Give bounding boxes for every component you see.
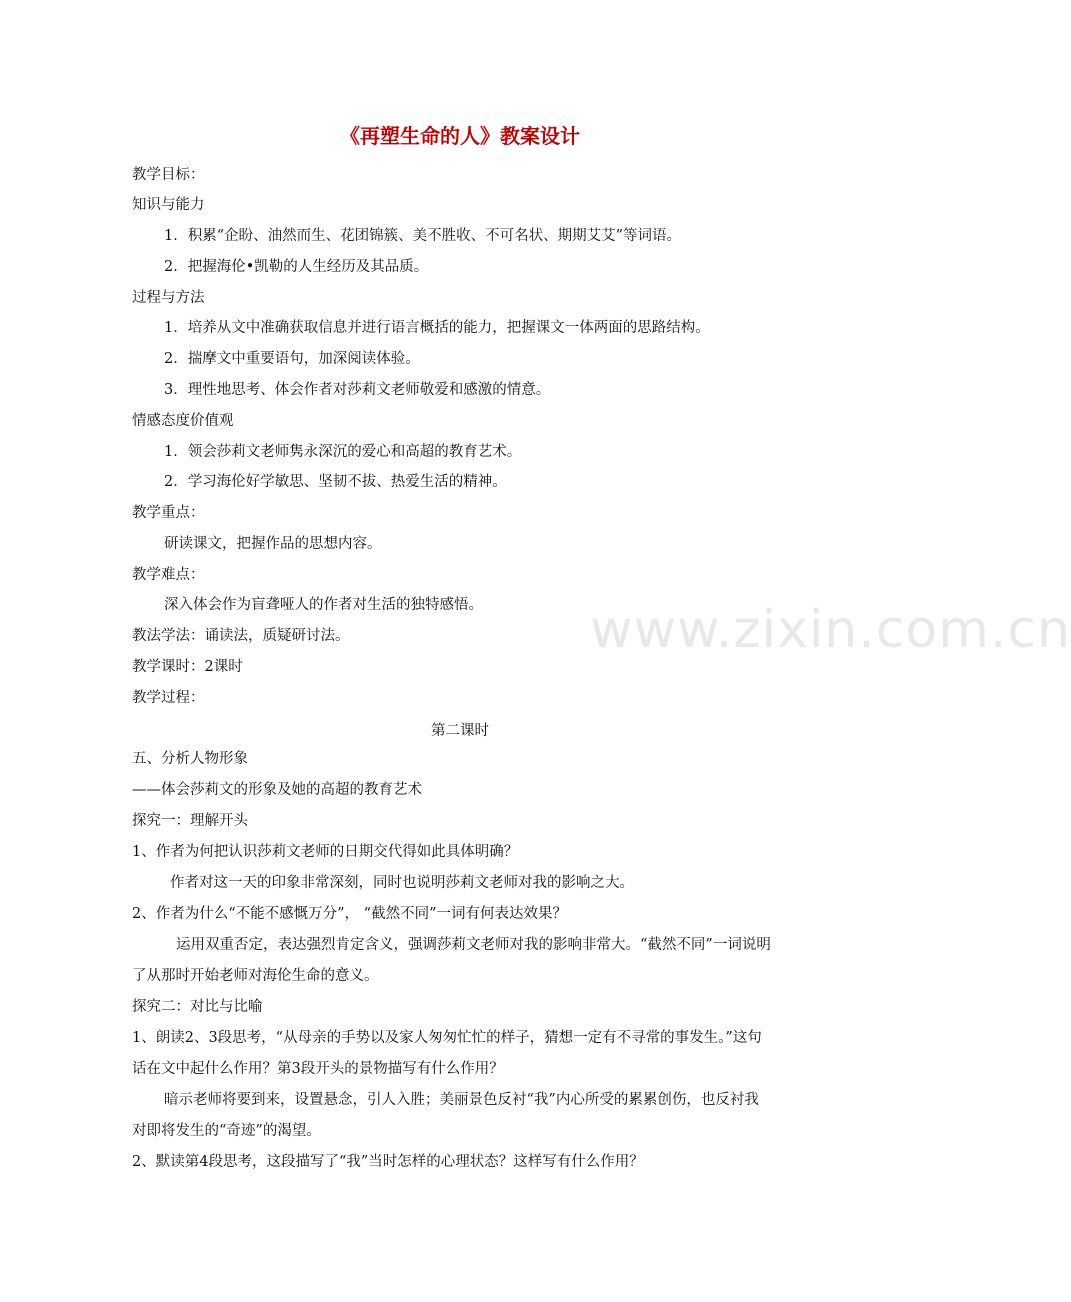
answer-continued: 了从那时开始老师对海伦生命的意义。	[132, 968, 379, 984]
section-heading: 教法学法：诵读法，质疑研讨法。	[132, 628, 350, 644]
list-item: 1．积累“企盼、油然而生、花团锦簇、美不胜收、不可名状、期期艾艾”等词语。	[164, 228, 682, 244]
subsection-heading: 知识与能力	[132, 197, 205, 213]
question: 1、作者为何把认识莎莉文老师的日期交代得如此具体明确？	[132, 844, 519, 860]
list-item: 1．培养从文中准确获取信息并进行语言概括的能力，把握课文一体两面的思路结构。	[164, 320, 710, 336]
answer-continued: 对即将发生的“奇迹”的渴望。	[132, 1123, 321, 1139]
question: 2、作者为什么“不能不感慨万分”， “截然不同”一词有何表达效果？	[132, 906, 567, 922]
subsection-heading: 探究二：对比与比喻	[132, 999, 263, 1015]
lesson-heading: 第二课时	[431, 723, 489, 739]
section-heading: 教学难点：	[132, 567, 205, 583]
list-item: 1．领会莎莉文老师隽永深沉的爱心和高超的教育艺术。	[164, 444, 522, 460]
answer: 作者对这一天的印象非常深刻，同时也说明莎莉文老师对我的影响之大。	[170, 875, 634, 891]
paragraph: 研读课文，把握作品的思想内容。	[164, 536, 382, 552]
section-heading: 教学课时：2课时	[132, 659, 243, 675]
question: 2、默读第4段思考，这段描写了“我”当时怎样的心理状态？这样写有什么作用？	[132, 1154, 644, 1170]
watermark: www.zixin.com.cn	[590, 600, 1071, 660]
list-item: 2．学习海伦好学敏思、坚韧不拔、热爱生活的精神。	[164, 474, 507, 490]
paragraph: 深入体会作为盲聋哑人的作者对生活的独特感悟。	[164, 597, 483, 613]
subsection-heading: 过程与方法	[132, 290, 205, 306]
answer: 暗示老师将要到来，设置悬念，引人入胜；美丽景色反衬“我”内心所受的累累创伤，也反衬我	[164, 1092, 759, 1108]
subsection-heading: 探究一：理解开头	[132, 813, 248, 829]
answer: 运用双重否定，表达强烈肯定含义，强调莎莉文老师对我的影响非常大。“截然不同”一词说明	[176, 937, 771, 953]
section-heading: 五、分析人物形象	[132, 751, 248, 767]
section-heading: 教学重点：	[132, 505, 205, 521]
subsection-heading: 情感态度价值观	[132, 413, 234, 429]
document-title: 《再塑生命的人》教案设计	[340, 124, 580, 148]
list-item: 3．理性地思考、体会作者对莎莉文老师敬爱和感激的情意。	[164, 382, 551, 398]
question: 1、朗读2、3段思考，“从母亲的手势以及家人匆匆忙忙的样子，猜想一定有不寻常的事发生。”这句	[132, 1030, 762, 1046]
section-heading: 教学过程：	[132, 690, 205, 706]
list-item: 2．把握海伦•凯勒的人生经历及其品质。	[164, 259, 429, 275]
section-heading: 教学目标：	[132, 167, 205, 183]
question-continued: 话在文中起什么作用？第3段开头的景物描写有什么作用？	[132, 1061, 504, 1077]
list-item: 2．揣摩文中重要语句，加深阅读体验。	[164, 351, 420, 367]
subtitle-line: ——体会莎莉文的形象及她的高超的教育艺术	[132, 782, 422, 798]
